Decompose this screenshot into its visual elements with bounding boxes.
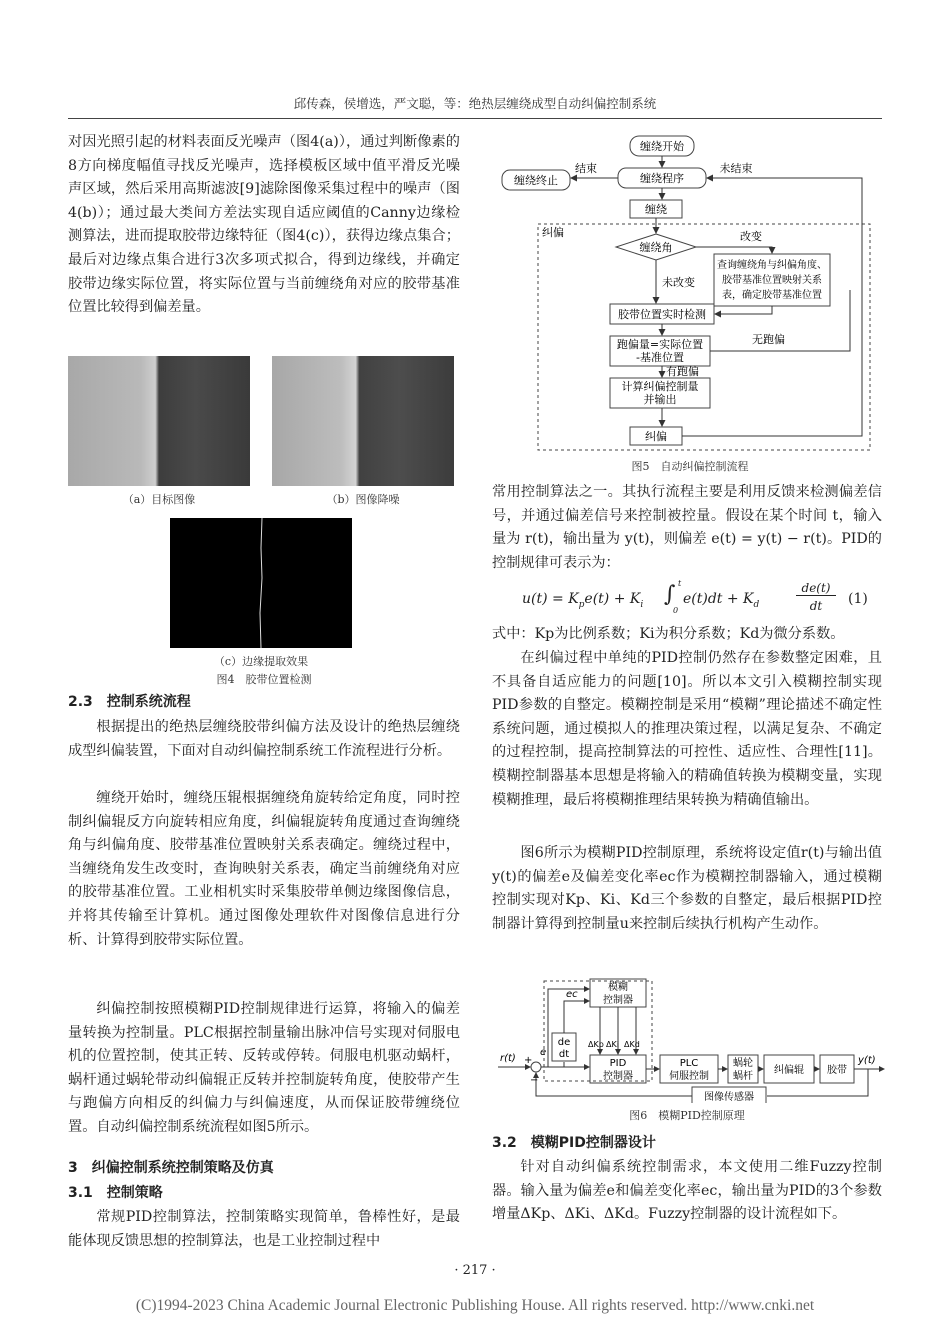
denoised-image — [272, 356, 454, 486]
y-label: y(t) — [858, 1055, 876, 1066]
query-line-3: 表，确定胶带基准位置 — [722, 290, 822, 301]
e-label: e — [540, 1047, 547, 1058]
plc-label-2: 伺服控制 — [669, 1071, 709, 1082]
right-paragraph-2: 式中：Kp为比例系数；Ki为积分系数；Kd为微分系数。 — [492, 626, 845, 642]
pid-label-1: PID — [609, 1058, 627, 1069]
worm-label-1: 蜗轮 — [733, 1058, 753, 1069]
eq-integral: ∫ — [664, 582, 676, 607]
pid-label-2: 控制器 — [603, 1071, 633, 1082]
section-2-3-heading: 2.3 控制系统流程 — [68, 694, 191, 710]
de-label: de — [557, 1037, 571, 1048]
angle-label: 缠绕角 — [639, 241, 673, 254]
tape-label: 胶带 — [827, 1065, 847, 1076]
detect-label: 胶带位置实时检测 — [618, 308, 706, 321]
left-paragraph-1: 对因光照引起的材料表面反光噪声（图4(a)），通过判断像素的8方向梯度幅值寻找反光噪声，选择模板区域中值平滑反光噪声区域，然后采用高斯滤波[9]滤除图像采集过程中的噪声（图4(b)）；通过最大类间方差法实现自适应阈值的Canny边缘检测算法，进而提取胶带边缘特征（图4(c)），获得边缘点集合；最后对边缘点集合进行3次多项式拟合，得到边缘线，并确定胶带边缘实际位置，将实际位置与当前缠绕角对应的胶带基准位置比较得到偏差量。 — [68, 134, 460, 316]
unfinished-label: 未结束 — [719, 162, 753, 175]
right-paragraph-3: 在纠偏过程中单纯的PID控制仍然存在参数整定困难，且不具备自适应能力的问题[10]。所以本文引入模糊控制实现PID参数的自整定。模糊控制是采用“模糊”理论描述不确定性系统问题，通过模拟人的推理决策过程，以满足复杂、不确定的过程控制，提高控制算法的可控性、适应性、合理性[11]。模糊控制器基本思想是将输入的精确值转换为模糊变量，实现模糊推理，最后将模糊推理结果转换为精确值输出。 — [492, 650, 882, 808]
deviation-line-1: 跑偏量=实际位置 — [616, 338, 704, 351]
finished-label: 结束 — [575, 162, 597, 175]
fig5-flowchart — [490, 130, 890, 460]
fig4a-caption: （a）目标图像 — [122, 493, 196, 506]
output-label: 纠偏 — [645, 430, 667, 443]
eq-number: (1) — [848, 591, 868, 607]
summing-junction — [531, 1062, 541, 1072]
fig6-caption: 图6 模糊PID控制原理 — [629, 1109, 745, 1122]
ec-label: ec — [566, 989, 578, 1000]
minus-label: − — [530, 1075, 539, 1086]
fuzzy-label-2: 控制器 — [603, 995, 633, 1006]
rectify-label: 纠偏 — [542, 226, 564, 239]
edge-extraction-image — [170, 518, 352, 648]
section-3-heading: 3 纠偏控制系统控制策略及仿真 — [68, 1160, 274, 1176]
fig4c-caption: （c）边缘提取效果 — [213, 655, 309, 668]
pid-equation: $u(t) = K_pe(t) + K_i$ ∫ t 0 $e(t)dt + K_d$ de(t) dt (1) — [522, 579, 868, 615]
fig6-block-diagram — [496, 975, 886, 1103]
query-line-2: 胶带基准位置映射关系 — [722, 275, 822, 286]
dki-label: ΔKi — [606, 1040, 619, 1049]
left-paragraph-4: 纠偏控制按照模糊PID控制规律进行运算，将输入的偏差量转换为控制量。PLC根据控制量输出脉冲信号实现对伺服电机的位置控制，使其正转、反转或停转。伺服电机驱动蜗杆，蜗杆通过蜗轮带动纠偏辊正反转并控制旋转角度，使胶带产生与跑偏方向相反的纠偏力与纠偏速度，从而保证胶带缠绕位置。自动纠偏控制系统流程如图5所示。 — [68, 1001, 460, 1135]
has-deviation-label: 有跑偏 — [666, 365, 699, 378]
start-label: 缠绕开始 — [640, 140, 684, 153]
fig5-caption: 图5 自动纠偏控制流程 — [631, 460, 749, 473]
header-rule — [68, 118, 882, 119]
left-paragraph-5: 常规PID控制算法，控制策略实现简单，鲁棒性好，是最能体现反馈思想的控制算法，也是工业控制过程中 — [68, 1209, 460, 1249]
fig4b-caption: （b）图像降噪 — [326, 493, 400, 506]
section-3-2-heading: 3.2 模糊PID控制器设计 — [492, 1135, 656, 1151]
running-header: 邱传森，侯增选，严文聪，等：绝热层缠绕成型自动纠偏控制系统 — [293, 96, 657, 111]
dt-label: dt — [558, 1049, 570, 1060]
deviation-line-2: -基准位置 — [636, 351, 684, 364]
rectify-group — [538, 224, 870, 450]
no-deviation-label: 无跑偏 — [752, 333, 785, 346]
left-paragraph-2: 根据提出的绝热层缠绕胶带纠偏方法及设计的绝热层缠绕成型纠偏装置，下面对自动纠偏控制系统工作流程进行分析。 — [68, 719, 460, 759]
fig4-caption: 图4 胶带位置检测 — [216, 673, 312, 686]
right-paragraph-4: 图6所示为模糊PID控制原理，系统将设定值r(t)与输出值y(t)的偏差e及偏差变化率ec作为模糊控制器输入，通过模糊控制实现对Kp、Ki、Kd三个参数的自整定，最后根据PID控制器计算得到控制量u来控制后续执行机构产生动作。 — [492, 845, 882, 932]
unchanged-label: 未改变 — [662, 276, 695, 289]
dkp-label: ΔKp — [588, 1040, 604, 1049]
target-image — [68, 356, 250, 486]
sensor-label: 图像传感器 — [704, 1092, 754, 1103]
plc-label-1: PLC — [679, 1058, 699, 1069]
dkd-label: ΔKd — [624, 1040, 640, 1049]
changed-label: 改变 — [740, 230, 762, 243]
calc-line-2: 并输出 — [643, 393, 677, 406]
program-label: 缠绕程序 — [640, 172, 684, 185]
r-label: r(t) — [500, 1053, 516, 1064]
eq-part-1: u(t) = K — [522, 591, 579, 607]
right-paragraph-1: 常用控制算法之一。其执行流程主要是利用反馈来检测偏差信号，并通过偏差信号来控制被控量。假设在某个时间 t，输入量为 r(t)，输出量为 y(t)，则偏差 e(t) = y(t) − r(t)。PID的控制规律可表示为： — [492, 484, 882, 571]
worm-label-2: 蜗杆 — [733, 1071, 753, 1082]
wind-label: 缠绕 — [645, 203, 667, 216]
right-paragraph-5: 针对自动纠偏系统控制需求，本文使用二维Fuzzy控制器。输入量为偏差e和偏差变化率ec，输出量为PID的3个参数增量ΔKp、ΔKi、ΔKd。Fuzzy控制器的设计流程如下。 — [492, 1159, 882, 1223]
query-line-1: 查询缠绕角与纠偏角度、 — [717, 260, 827, 271]
roller-label: 纠偏辊 — [774, 1065, 804, 1076]
end-label: 缠绕终止 — [514, 174, 558, 187]
left-paragraph-3: 缠绕开始时，缠绕压辊根据缠绕角旋转给定角度，同时控制纠偏辊反方向旋转相应角度，纠偏辊旋转角度通过查询缠绕角与纠偏角度、胶带基准位置映射关系表确定。缠绕过程中，当缠绕角发生改变时，查询映射关系表，确定当前缠绕角对应的胶带基准位置。工业相机实时采集胶带单侧边缘图像信息，并将其传输至计算机。通过图像处理软件对图像信息进行分析、计算得到胶带实际位置。 — [68, 790, 460, 948]
fuzzy-label-1: 模糊 — [608, 982, 628, 993]
page-number: · 217 · — [454, 1263, 496, 1278]
section-3-1-heading: 3.1 控制策略 — [68, 1185, 163, 1201]
calc-line-1: 计算纠偏控制量 — [621, 380, 699, 393]
copyright-footer: (C)1994-2023 China Academic Journal Electronic Publishing House. All rights reserved. http://www.cnki.net — [135, 1297, 815, 1314]
plus-label: + — [524, 1055, 533, 1066]
